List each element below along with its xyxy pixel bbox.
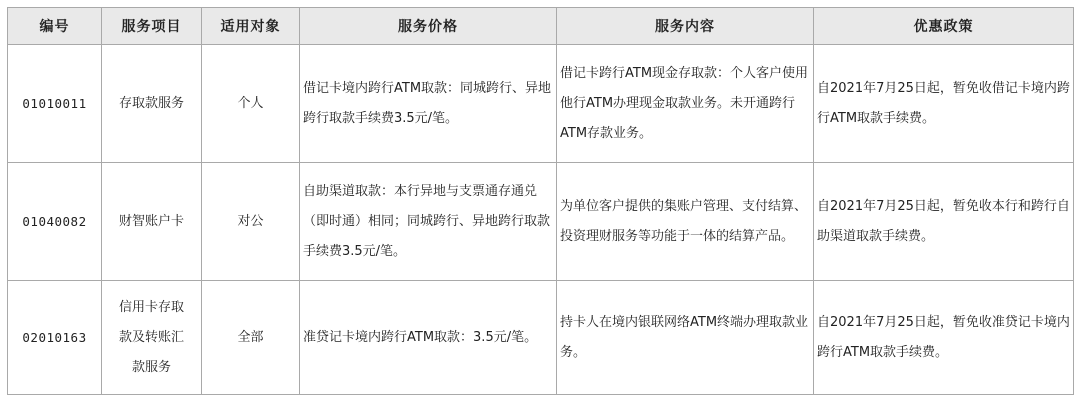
cell-price: 准贷记卡境内跨行ATM取款：3.5元/笔。 [300, 281, 557, 395]
cell-code: 01040082 [8, 163, 102, 281]
cell-service-item: 财智账户卡 [102, 163, 202, 281]
table-row [8, 281, 1074, 395]
cell-content: 为单位客户提供的集账户管理、支付结算、投资理财服务等功能于一体的结算产品。 [557, 163, 814, 281]
cell-target: 全部 [202, 281, 300, 395]
cell-price: 自助渠道取款：本行异地与支票通存通兑（即时通）相同；同城跨行、异地跨行取款手续费3.5元/笔。 [300, 163, 557, 281]
cell-policy: 自2021年7月25日起，暂免收准贷记卡境内跨行ATM取款手续费。 [814, 281, 1074, 395]
cell-service-item: 信用卡存取款及转账汇款服务 [102, 281, 202, 395]
cell-policy: 自2021年7月25日起，暂免收本行和跨行自助渠道取款手续费。 [814, 163, 1074, 281]
cell-target: 对公 [202, 163, 300, 281]
fee-table [7, 7, 1074, 395]
table-row [8, 163, 1074, 281]
cell-target: 个人 [202, 45, 300, 163]
cell-service-item: 存取款服务 [102, 45, 202, 163]
cell-content: 持卡人在境内银联网络ATM终端办理取款业务。 [557, 281, 814, 395]
cell-policy: 自2021年7月25日起，暂免收借记卡境内跨行ATM取款手续费。 [814, 45, 1074, 163]
header-policy: 优惠政策 [814, 8, 1074, 45]
cell-code: 01010011 [8, 45, 102, 163]
table-header-row [8, 8, 1074, 45]
header-service-item: 服务项目 [102, 8, 202, 45]
header-price: 服务价格 [300, 8, 557, 45]
cell-price: 借记卡境内跨行ATM取款：同城跨行、异地跨行取款手续费3.5元/笔。 [300, 45, 557, 163]
header-code: 编号 [8, 8, 102, 45]
header-content: 服务内容 [557, 8, 814, 45]
fee-table-container [7, 7, 1073, 395]
cell-code: 02010163 [8, 281, 102, 395]
cell-content: 借记卡跨行ATM现金存取款：个人客户使用他行ATM办理现金取款业务。未开通跨行ATM存款业务。 [557, 45, 814, 163]
header-target: 适用对象 [202, 8, 300, 45]
table-row [8, 45, 1074, 163]
